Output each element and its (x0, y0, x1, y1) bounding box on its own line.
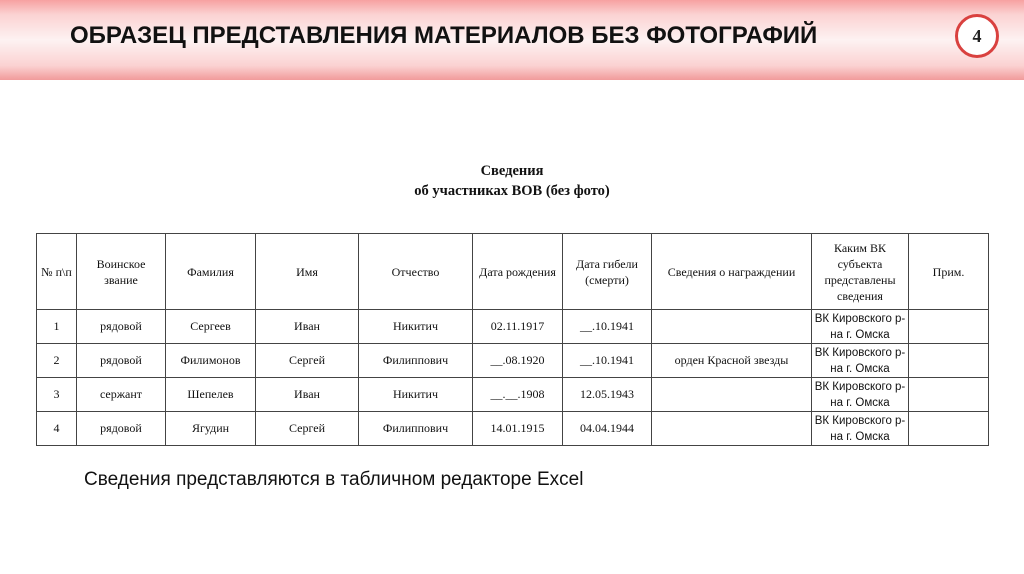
cell-rank: сержант (77, 378, 166, 412)
header-banner (0, 0, 1024, 80)
table-row (37, 310, 989, 344)
page-number-badge: 4 (955, 14, 999, 58)
document-title-line1: Сведения (480, 163, 544, 179)
cell-source: ВК Кировского р-на г. Омска (812, 412, 909, 446)
cell-source: ВК Кировского р-на г. Омска (812, 378, 909, 412)
cell-death-date: __.10.1941 (563, 344, 652, 378)
cell-name: Сергей (256, 344, 359, 378)
cell-awards (652, 310, 812, 344)
cell-patronymic: Никитич (359, 310, 473, 344)
header-cell-source: Каким ВК субъекта представлены сведения (812, 234, 909, 310)
cell-death-date: 04.04.1944 (563, 412, 652, 446)
cell-birth-date: __.08.1920 (473, 344, 563, 378)
document-title (362, 161, 662, 201)
table-row (37, 378, 989, 412)
cell-name: Иван (256, 378, 359, 412)
header-cell-rank: Воинское звание (77, 234, 166, 310)
document-title-line2: об участниках ВОВ (без фото) (414, 183, 610, 199)
header-cell-awards: Сведения о награждении (652, 234, 812, 310)
cell-surname: Филимонов (166, 344, 256, 378)
cell-notes (909, 310, 989, 344)
cell-birth-date: __.__.1908 (473, 378, 563, 412)
cell-notes (909, 378, 989, 412)
cell-rank: рядовой (77, 412, 166, 446)
table-row (37, 344, 989, 378)
cell-source: ВК Кировского р-на г. Омска (812, 344, 909, 378)
participants-table (36, 233, 989, 446)
cell-rank: рядовой (77, 310, 166, 344)
header-cell-surname: Фамилия (166, 234, 256, 310)
table-header-row (37, 234, 989, 310)
cell-number: 1 (37, 310, 77, 344)
header-cell-birth-date: Дата рождения (473, 234, 563, 310)
cell-death-date: 12.05.1943 (563, 378, 652, 412)
slide-title: ОБРАЗЕЦ ПРЕДСТАВЛЕНИЯ МАТЕРИАЛОВ БЕЗ ФОТОГРАФИЙ (70, 22, 818, 49)
cell-awards (652, 378, 812, 412)
cell-source: ВК Кировского р-на г. Омска (812, 310, 909, 344)
cell-patronymic: Никитич (359, 378, 473, 412)
cell-surname: Ягудин (166, 412, 256, 446)
cell-notes (909, 412, 989, 446)
header-cell-death-date: Дата гибели (смерти) (563, 234, 652, 310)
cell-birth-date: 02.11.1917 (473, 310, 563, 344)
cell-number: 2 (37, 344, 77, 378)
header-cell-patronymic: Отчество (359, 234, 473, 310)
cell-awards (652, 412, 812, 446)
cell-number: 3 (37, 378, 77, 412)
cell-birth-date: 14.01.1915 (473, 412, 563, 446)
header-cell-number: № п\п (37, 234, 77, 310)
table-row (37, 412, 989, 446)
cell-patronymic: Филиппович (359, 412, 473, 446)
cell-notes (909, 344, 989, 378)
header-cell-notes: Прим. (909, 234, 989, 310)
caption-text: Сведения представляются в табличном редакторе Excel (84, 469, 584, 490)
header-cell-name: Имя (256, 234, 359, 310)
cell-number: 4 (37, 412, 77, 446)
cell-patronymic: Филиппович (359, 344, 473, 378)
cell-death-date: __.10.1941 (563, 310, 652, 344)
cell-name: Сергей (256, 412, 359, 446)
cell-surname: Сергеев (166, 310, 256, 344)
cell-awards: орден Красной звезды (652, 344, 812, 378)
cell-name: Иван (256, 310, 359, 344)
cell-rank: рядовой (77, 344, 166, 378)
cell-surname: Шепелев (166, 378, 256, 412)
